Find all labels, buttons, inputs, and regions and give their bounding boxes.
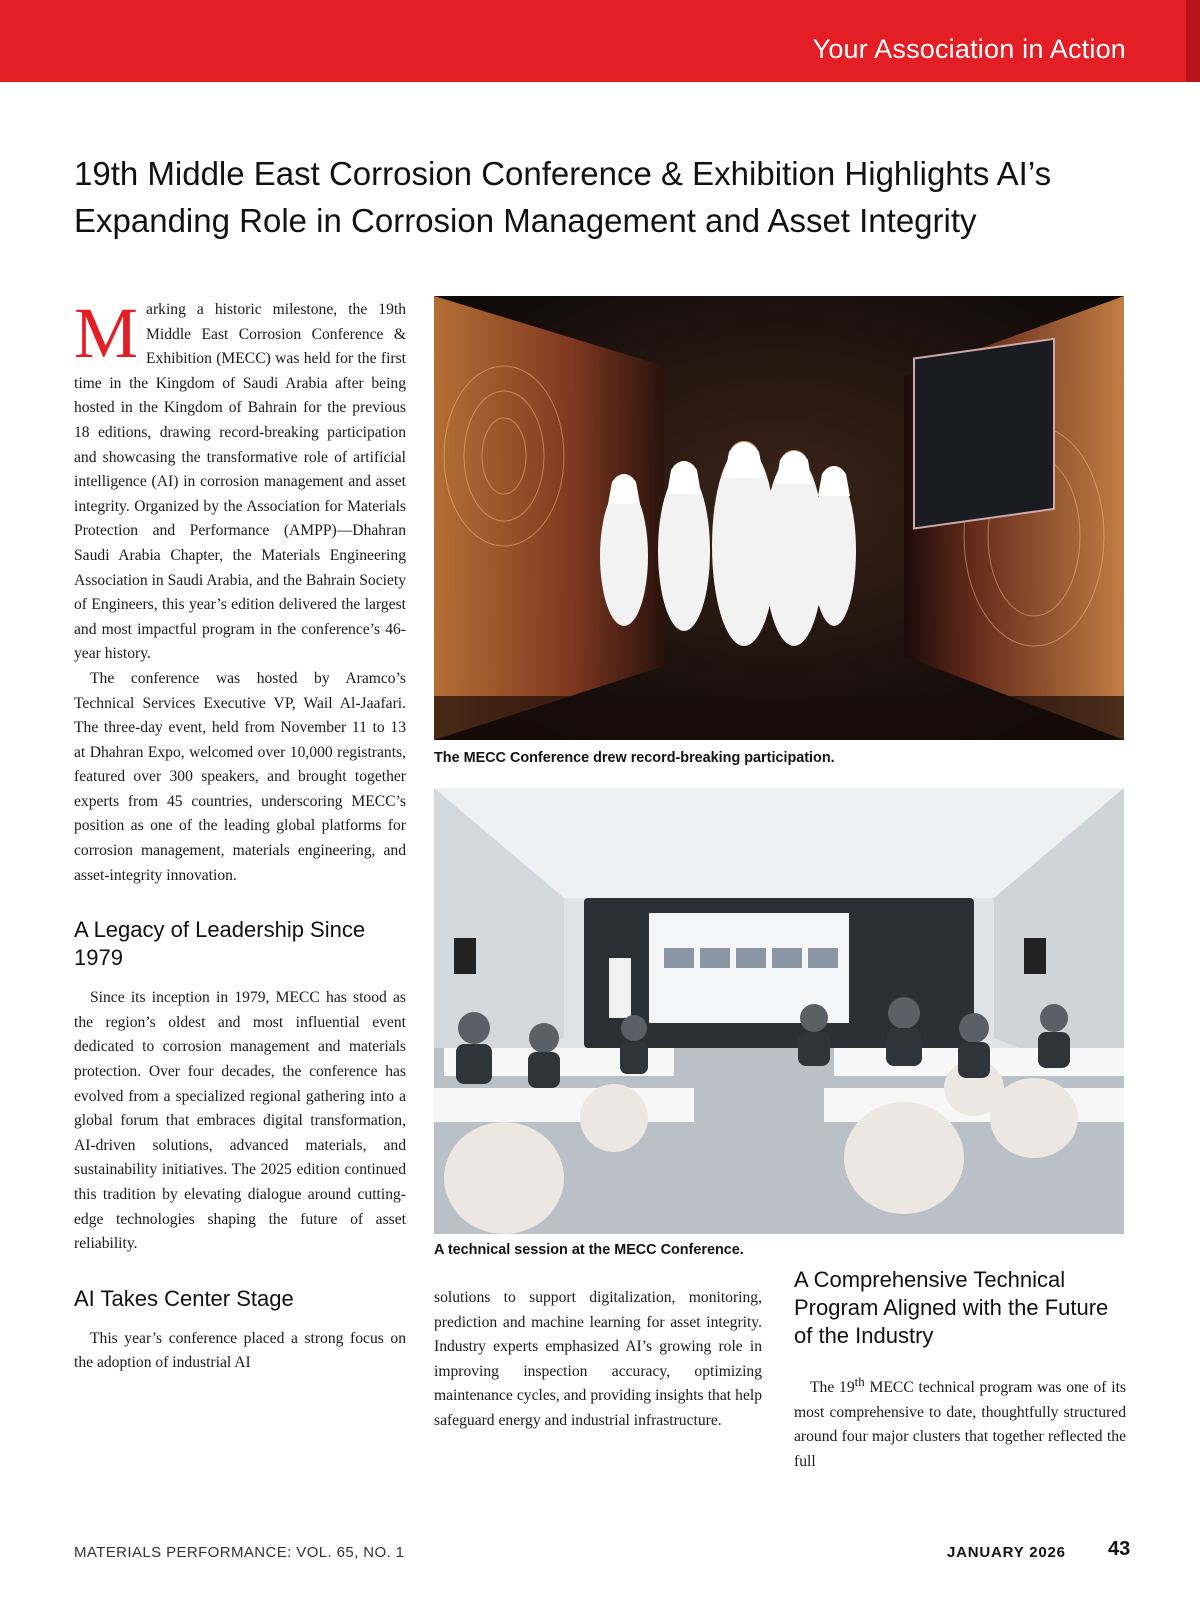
photo-technical-session-illustration — [434, 788, 1124, 1234]
subhead-technical-program: A Comprehensive Technical Program Aligned with the Future of the Industry — [794, 1267, 1109, 1348]
paragraph-hosting: The conference was hosted by Aramco’s Technical Services Executive VP, Wail Al-Jaafari. The three-day event, held from November 11 to 13 at Dhahran Expo, welcomed over 10,000 registrants, featured over 300 speakers, and brought together experts from 45 countries, underscoring MECC’s position as one of the leading global platforms for corrosion management, materials engineering, and asset-integrity innovation. — [74, 669, 406, 884]
photo-exhibition-visit — [434, 296, 1124, 740]
photo-exhibition-visit-illustration — [434, 296, 1124, 740]
header-band — [0, 0, 1200, 82]
figure-caption-2: A technical session at the MECC Conference. — [434, 1242, 744, 1258]
footer-date: JANUARY 2026 — [947, 1544, 1066, 1561]
header-edge — [1186, 0, 1200, 82]
article-column-right — [794, 1266, 1126, 1475]
paragraph-ai-start: This year’s conference placed a strong focus on the adoption of industrial AI — [74, 1329, 406, 1372]
section-title: Your Association in Action — [812, 34, 1126, 64]
photo-technical-session — [434, 788, 1124, 1234]
paragraph-technical-program: The 19th MECC technical program was one of its most comprehensive to date, thoughtfully structured around four major clusters that together reflected the full — [794, 1374, 1126, 1470]
footer-publication: MATERIALS PERFORMANCE: VOL. 65, NO. 1 — [74, 1544, 405, 1561]
article-headline: 19th Middle East Corrosion Conference & Exhibition Highlights AI’s Expanding Role in Corrosion Management and Asset Integrity — [74, 155, 1052, 239]
intro-paragraph: Marking a historic milestone, the 19th Middle East Corrosion Conference & Exhibition (MECC) was held for the first time in the Kingdom of Saudi Arabia after being hosted in the Kingdom of Bahrain for the previous 18 editions, drawing record-breaking participation and showcasing the transformative role of artificial intelligence (AI) in corrosion management and asset integrity. Organized by the Association for Materials Protection and Performance (AMPP)—Dhahran Saudi Arabia Chapter, the Materials Engineering Association in Saudi Arabia, and the Bahrain Society of Engineers, this year’s edition delivered the largest and most impactful program in the conference’s 46-year history. — [74, 293, 406, 663]
article-column-left — [74, 293, 406, 1376]
figure-caption-1: The MECC Conference drew record-breaking participation. — [434, 750, 835, 766]
paragraph-legacy: Since its inception in 1979, MECC has stood as the region’s oldest and most influential event dedicated to corrosion management and materials protection. Over four decades, the conference has evolved from a specialized regional gathering into a global forum that embraces digital transformation, AI-driven solutions, advanced materials, and sustainability initiatives. The 2025 edition continued this tradition by elevating dialogue around cutting-edge technologies shaping the future of asset reliability. — [74, 989, 406, 1253]
subhead-ai: AI Takes Center Stage — [74, 1285, 294, 1311]
subhead-legacy: A Legacy of Leadership Since 1979 — [74, 917, 366, 971]
article-column-middle — [434, 1286, 762, 1434]
paragraph-ai-continued: solutions to support digitalization, monitoring, prediction and machine learning for asset integrity. Industry experts emphasized AI’s growing role in improving inspection accuracy, optimizing maintenance cycles, and providing insights that help safeguard energy and industrial infrastructure. — [434, 1289, 762, 1429]
page-number: 43 — [1108, 1538, 1131, 1560]
drop-cap: M — [74, 293, 139, 373]
